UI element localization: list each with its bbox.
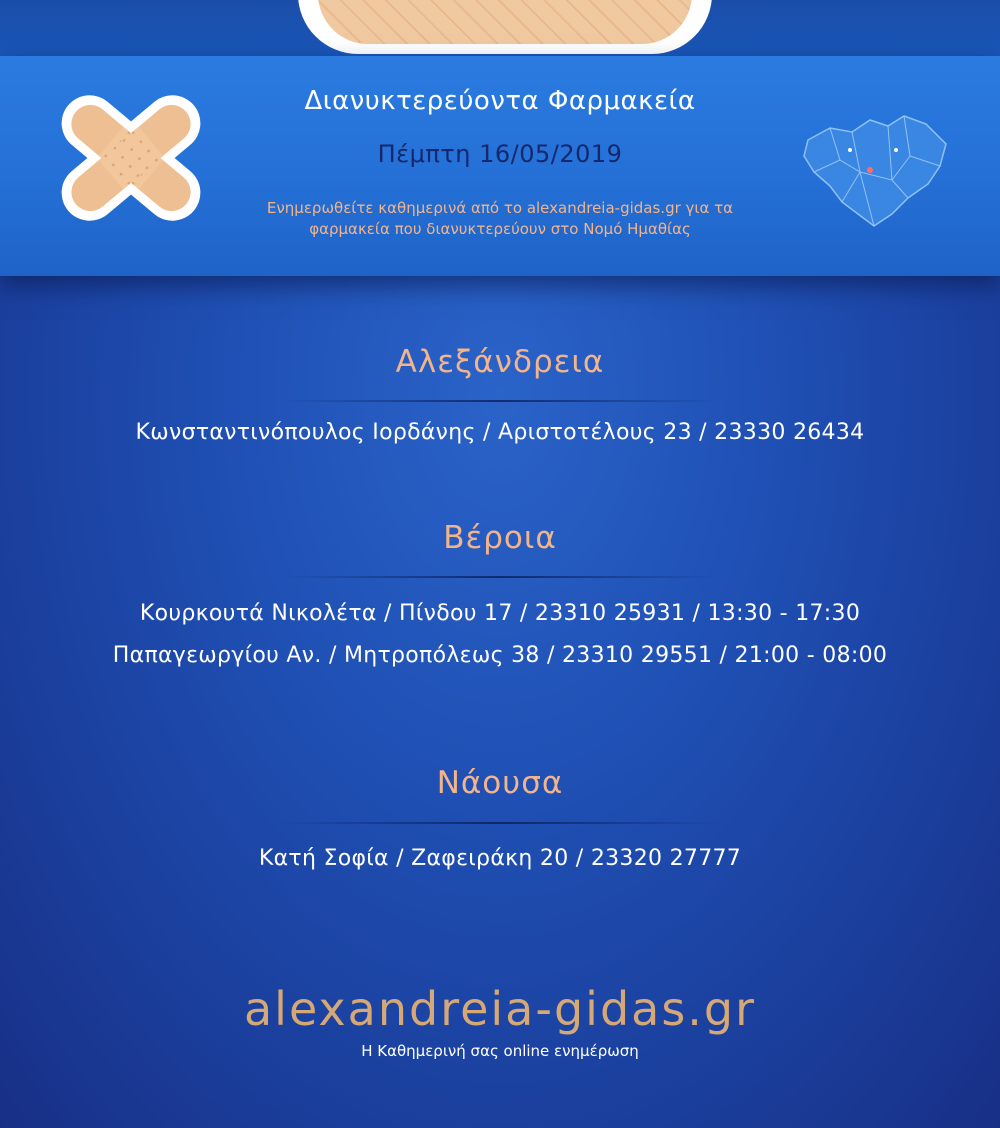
section-heading-alexandreia: Αλεξάνδρεια bbox=[395, 344, 605, 380]
page-title: Διανυκτερεύοντα Φαρμακεία bbox=[304, 86, 696, 116]
date-label: Πέμπτη 16/05/2019 bbox=[377, 140, 623, 168]
brand-logo-text: alexandreia-gidas.gr bbox=[243, 982, 757, 1036]
section-divider bbox=[280, 400, 720, 402]
section-divider bbox=[280, 822, 720, 824]
brand-tagline: Η Καθημερινή σας online ενημέρωση bbox=[361, 1042, 639, 1060]
top-bandage-pad bbox=[318, 0, 692, 44]
subtitle-line-2: φαρμακεία που διανυκτερεύουν στο Νομό Ημαθίας bbox=[309, 220, 691, 238]
section-divider bbox=[280, 576, 720, 578]
header-subtitle bbox=[200, 198, 800, 240]
pharmacy-entry: Παπαγεωργίου Αν. / Μητροπόλεως 38 / 23310 29551 / 21:00 - 08:00 bbox=[112, 643, 888, 668]
subtitle-line-1: Ενημερωθείτε καθημερινά από το alexandreia-gidas.gr για τα bbox=[266, 199, 734, 217]
section-heading-veroia: Βέροια bbox=[443, 520, 557, 556]
section-heading-naousa: Νάουσα bbox=[436, 765, 564, 801]
pharmacy-entry: Κουρκουτά Νικολέτα / Πίνδου 17 / 23310 25931 / 13:30 - 17:30 bbox=[139, 601, 861, 626]
pharmacy-entry: Κωνσταντινόπουλος Ιορδάνης / Αριστοτέλους 23 / 23330 26434 bbox=[135, 420, 865, 445]
map-icon bbox=[800, 110, 950, 228]
pharmacy-entry: Κατή Σοφία / Ζαφειράκη 20 / 23320 27777 bbox=[258, 846, 742, 871]
